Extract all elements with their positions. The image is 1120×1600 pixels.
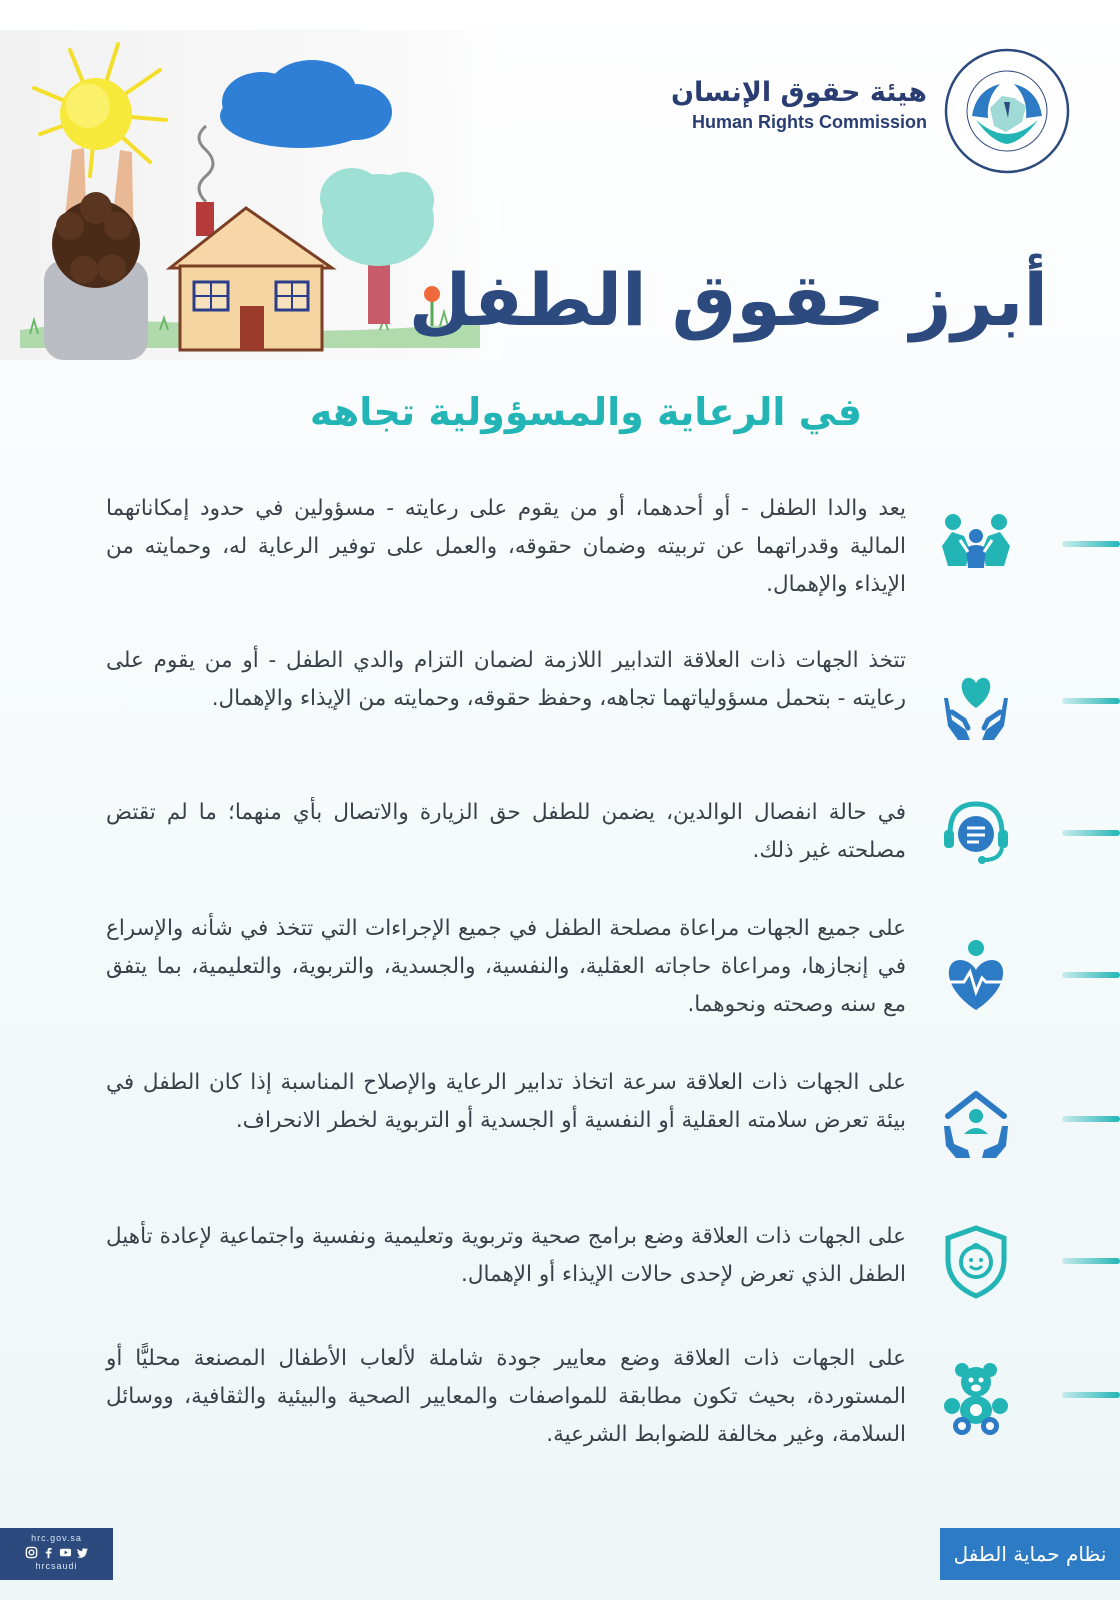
facebook-icon[interactable] — [42, 1546, 55, 1559]
right-item-text: على الجهات ذات العلاقة سرعة اتخاذ تدابير الرعاية والإصلاح المناسبة إذا كان الطفل في بيئة تعرض سلامته العقلية أو النفسية أو الجسدية أو التربوية لخطر الانحراف. — [106, 1070, 906, 1133]
website-link[interactable]: hrc.gov.sa — [31, 1533, 82, 1543]
right-item-text: على الجهات ذات العلاقة وضع معايير جودة شاملة لألعاب الأطفال المصنعة محليًّا أو المستوردة، بحيث تكون مطابقة للمواصفات والمعايير الصحية والبيئية والثقافية، ووسائل السلامة، وغير مخالفة للضوابط الشرعية. — [106, 1346, 906, 1447]
child-shield-icon — [938, 1224, 1014, 1300]
page-subtitle: في الرعاية والمسؤولية تجاهه — [309, 390, 862, 434]
heart-hands-icon — [938, 668, 1014, 744]
organization-logo — [632, 46, 1072, 176]
item-dash — [1062, 830, 1120, 836]
item-dash — [1062, 1392, 1120, 1398]
item-dash — [1062, 541, 1120, 547]
right-item-text: يعد والدا الطفل - أو أحدهما، أو من يقوم على رعايته - مسؤولين في حدود إمكاناتهما المالية وقدراتهما عن تربيته وضمان حقوقه، والعمل على توفير الرعاية له، وحمايته من الإيذاء والإهمال. — [106, 496, 906, 597]
item-dash — [1062, 1116, 1120, 1122]
health-heart-icon — [938, 938, 1014, 1014]
right-item-text: في حالة انفصال الوالدين، يضمن للطفل حق الزيارة والاتصال بأي منهما؛ ما لم تقتض مصلحته غير ذلك. — [106, 800, 906, 863]
organization-name-en: Human Rights Commission — [691, 111, 927, 132]
item-dash — [1062, 1258, 1120, 1264]
instagram-icon[interactable] — [25, 1546, 38, 1559]
organization-name-ar: هيئة حقوق الإنسان — [670, 77, 927, 108]
item-dash — [1062, 972, 1120, 978]
social-handle: hrcsaudi — [35, 1561, 78, 1571]
communication-icon — [938, 794, 1014, 870]
hrc-seal-icon — [942, 46, 1072, 176]
right-item-text: على الجهات ذات العلاقة وضع برامج صحية وتربوية وتعليمية ونفسية واجتماعية لإعادة تأهيل الطفل الذي تعرض لإحدى حالات الإيذاء أو الإهمال. — [106, 1224, 906, 1287]
teddy-bear-icon — [938, 1360, 1014, 1436]
right-item-text: على جميع الجهات مراعاة مصلحة الطفل في جميع الإجراءات التي تتخذ في شأنه والإسراع في إنجازها، ومراعاة حاجاته العقلية، والنفسية، والجسدية، والتربوية، والتعليمية، بما يتفق مع سنه وصحته ونحوهما. — [106, 916, 906, 1017]
right-item-text: تتخذ الجهات ذات العلاقة التدابير اللازمة لضمان التزام والدي الطفل - أو من يقوم على رعايته - بتحمل مسؤولياتهما تجاهه، وحفظ حقوقه، وحمايته من الإيذاء والإهمال. — [106, 648, 906, 711]
social-links — [6, 1546, 107, 1559]
item-dash — [1062, 698, 1120, 704]
twitter-icon[interactable] — [76, 1546, 89, 1559]
footer-contact-box — [0, 1528, 113, 1580]
youtube-icon[interactable] — [59, 1546, 72, 1559]
protected-home-icon — [938, 1084, 1014, 1160]
page-title: أبرز حقوق الطفل — [408, 258, 1048, 342]
child-protection-system-label[interactable]: نظام حماية الطفل — [940, 1528, 1120, 1580]
family-icon — [938, 506, 1014, 582]
